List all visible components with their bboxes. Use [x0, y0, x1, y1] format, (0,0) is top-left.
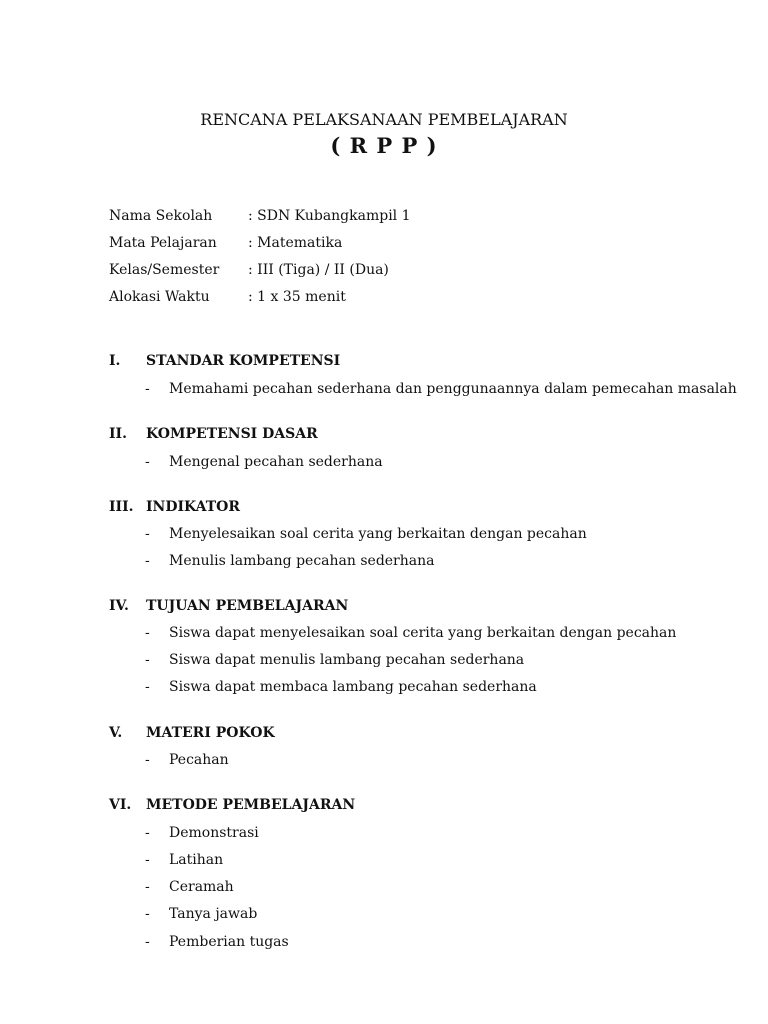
list-item-text: Siswa dapat menulis lambang pecahan sederhana — [169, 652, 525, 668]
info-value: : III (Tiga) / II (Dua) — [248, 262, 389, 278]
list-item-text: Demonstrasi — [169, 825, 259, 841]
document-title: RENCANA PELAKSANAAN PEMBELAJARAN — [200, 110, 568, 129]
info-value: : Matematika — [248, 235, 343, 251]
bullet-dash: - — [145, 625, 150, 641]
section-number: V. — [109, 725, 123, 741]
bullet-dash: - — [145, 934, 150, 950]
section-title: STANDAR KOMPETENSI — [146, 353, 341, 369]
bullet-dash: - — [145, 679, 150, 695]
bullet-dash: - — [145, 553, 150, 569]
section-title: METODE PEMBELAJARAN — [146, 797, 356, 813]
list-item-text: Ceramah — [169, 879, 234, 895]
info-label: Kelas/Semester — [109, 262, 220, 278]
section-number: VI. — [109, 797, 132, 813]
list-item-text: Pemberian tugas — [169, 934, 289, 950]
bullet-dash: - — [145, 454, 150, 470]
section-title: KOMPETENSI DASAR — [146, 426, 318, 442]
bullet-dash: - — [145, 381, 150, 397]
list-item-text: Siswa dapat membaca lambang pecahan sederhana — [169, 679, 537, 695]
bullet-dash: - — [145, 852, 150, 868]
section-title: INDIKATOR — [146, 499, 240, 515]
list-item-text: Tanya jawab — [169, 906, 258, 922]
info-label: Alokasi Waktu — [109, 289, 210, 305]
document-subtitle: ( R P P ) — [330, 133, 438, 158]
section-number: II. — [109, 426, 127, 442]
info-label: Nama Sekolah — [109, 208, 213, 224]
section-title: MATERI POKOK — [146, 725, 275, 741]
list-item-text: Latihan — [169, 852, 224, 868]
list-item-text: Menyelesaikan soal cerita yang berkaitan dengan pecahan — [169, 526, 587, 542]
list-item-text: Menulis lambang pecahan sederhana — [169, 553, 435, 569]
bullet-dash: - — [145, 879, 150, 895]
list-item-text: Mengenal pecahan sederhana — [169, 454, 383, 470]
list-item-text: Siswa dapat menyelesaikan soal cerita yang berkaitan dengan pecahan — [169, 625, 677, 641]
bullet-dash: - — [145, 906, 150, 922]
list-item-text: Pecahan — [169, 752, 229, 768]
bullet-dash: - — [145, 526, 150, 542]
section-number: I. — [109, 353, 121, 369]
bullet-dash: - — [145, 752, 150, 768]
section-number: III. — [109, 499, 134, 515]
section-title: TUJUAN PEMBELAJARAN — [146, 598, 349, 614]
info-label: Mata Pelajaran — [109, 235, 217, 251]
list-item-text: Memahami pecahan sederhana dan penggunaannya dalam pemecahan masalah — [169, 381, 737, 397]
bullet-dash: - — [145, 825, 150, 841]
info-value: : 1 x 35 menit — [248, 289, 346, 305]
section-number: IV. — [109, 598, 129, 614]
bullet-dash: - — [145, 652, 150, 668]
info-value: : SDN Kubangkampil 1 — [248, 208, 411, 224]
